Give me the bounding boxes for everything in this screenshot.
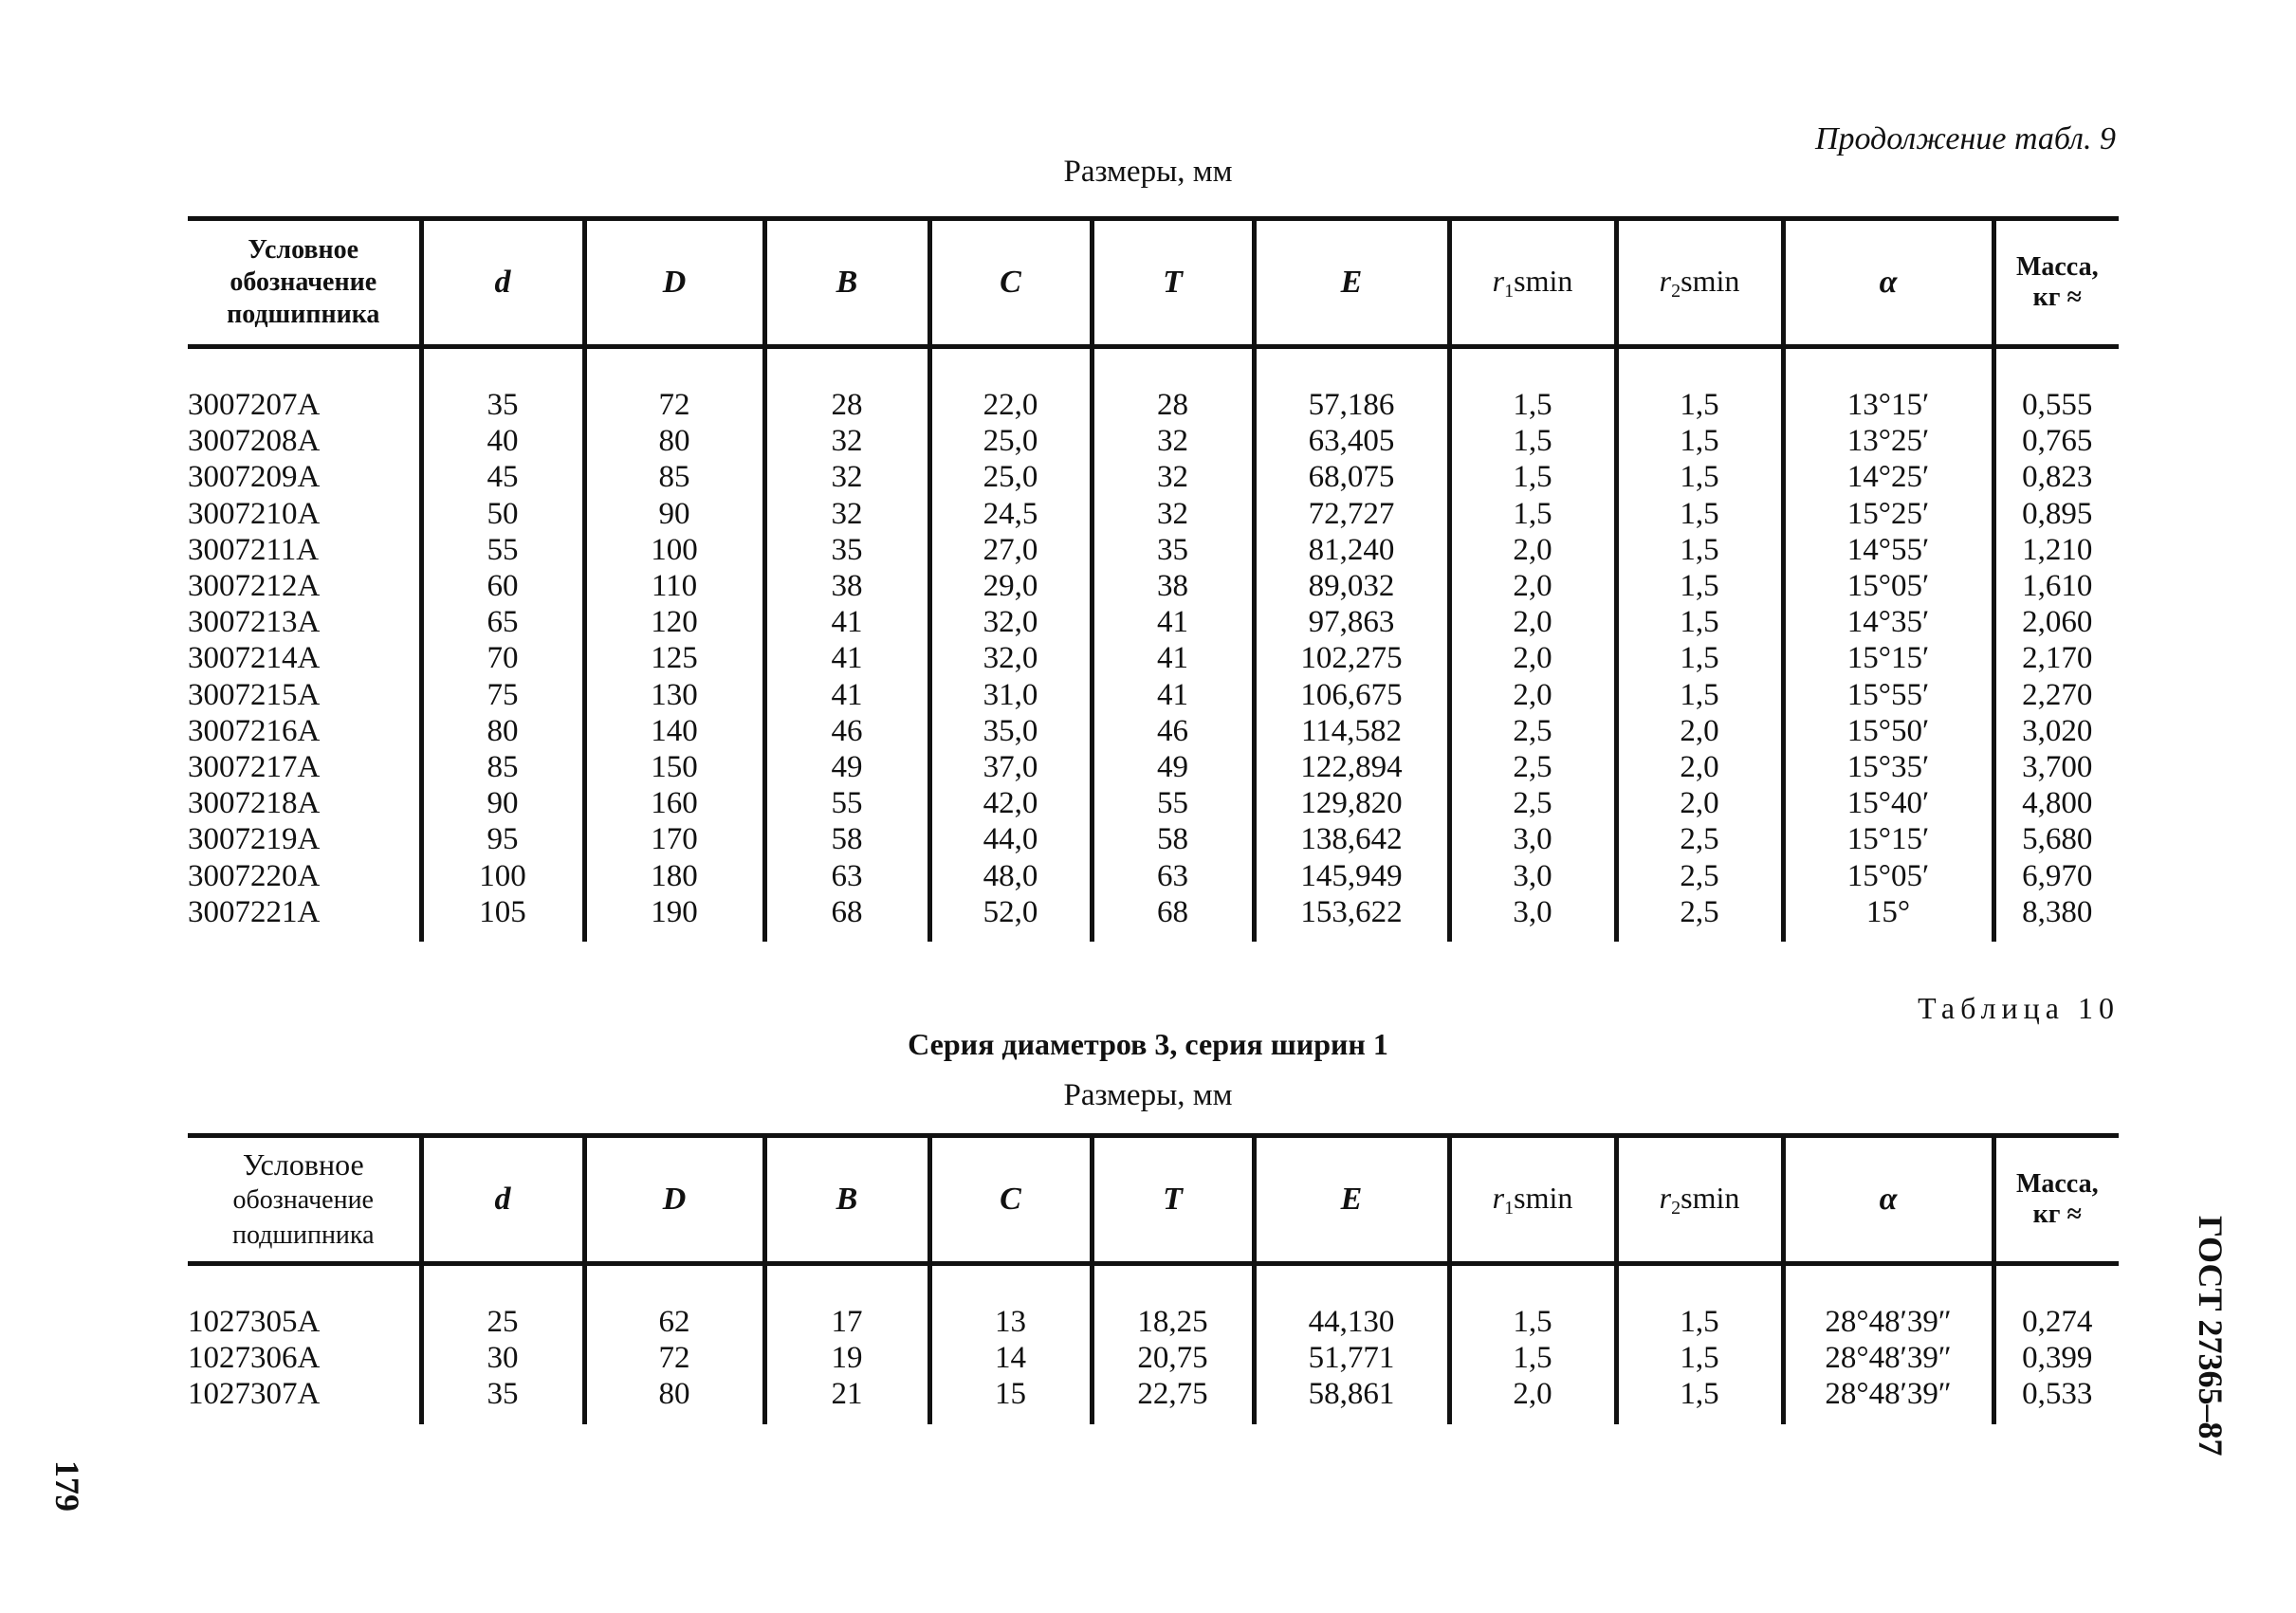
cell-r2: 1,5	[1616, 568, 1783, 604]
cell-mass: 0,533	[1993, 1376, 2119, 1423]
cell-mass: 2,270	[1993, 677, 2119, 713]
cell-D: 190	[584, 894, 764, 942]
cell-T: 22,75	[1092, 1376, 1254, 1423]
header-E: E	[1254, 1136, 1449, 1264]
cell-r2: 1,5	[1616, 459, 1783, 495]
cell-r1: 3,0	[1449, 858, 1616, 894]
cell-D: 170	[584, 821, 764, 857]
cell-r1: 2,5	[1449, 713, 1616, 749]
cell-mass: 5,680	[1993, 821, 2119, 857]
cell-T: 18,25	[1092, 1304, 1254, 1340]
table-row	[188, 858, 2119, 894]
cell-B: 32	[764, 496, 929, 532]
cell-C: 15	[929, 1376, 1092, 1423]
spacer-cell	[1783, 1264, 1993, 1305]
cell-C: 13	[929, 1304, 1092, 1340]
cell-E: 106,675	[1254, 677, 1449, 713]
cell-alpha: 15°25′	[1783, 496, 1993, 532]
cell-T: 55	[1092, 785, 1254, 821]
cell-alpha: 15°55′	[1783, 677, 1993, 713]
cell-mass: 0,823	[1993, 459, 2119, 495]
spacer-cell	[421, 347, 584, 388]
cell-alpha: 28°48′39″	[1783, 1340, 1993, 1376]
cell-C: 35,0	[929, 713, 1092, 749]
header-T: T	[1092, 219, 1254, 347]
cell-E: 57,186	[1254, 387, 1449, 423]
header-designation: Условное обозначение подшипника	[188, 1136, 421, 1264]
cell-C: 29,0	[929, 568, 1092, 604]
spacer-row	[188, 1264, 2119, 1305]
cell-code: 3007214А	[188, 641, 321, 676]
table-row	[188, 568, 2119, 604]
cell-B: 58	[764, 821, 929, 857]
cell-r2: 2,0	[1616, 713, 1783, 749]
cell-d: 105	[421, 894, 584, 942]
cell-code: 1027306А	[188, 1341, 321, 1376]
cell-d: 55	[421, 532, 584, 568]
cell-r1: 2,0	[1449, 604, 1616, 640]
cell-C: 31,0	[929, 677, 1092, 713]
cell-r1: 3,0	[1449, 894, 1616, 942]
cell-mass: 0,555	[1993, 387, 2119, 423]
cell-r2: 2,0	[1616, 785, 1783, 821]
cell-alpha: 15°15′	[1783, 821, 1993, 857]
cell-mass: 0,399	[1993, 1340, 2119, 1376]
cell-D: 125	[584, 640, 764, 676]
header-B: B	[764, 219, 929, 347]
cell-D: 90	[584, 496, 764, 532]
cell-C: 52,0	[929, 894, 1092, 942]
cell-B: 41	[764, 677, 929, 713]
cell-d: 100	[421, 858, 584, 894]
header-T: T	[1092, 1136, 1254, 1264]
units-label-table9: Размеры, мм	[1063, 155, 1233, 189]
spacer-cell	[584, 347, 764, 388]
spacer-cell	[1616, 1264, 1783, 1305]
cell-code: 3007207А	[188, 388, 321, 422]
cell-alpha: 15°05′	[1783, 858, 1993, 894]
cell-C: 22,0	[929, 387, 1092, 423]
cell-D: 62	[584, 1304, 764, 1340]
cell-C: 37,0	[929, 749, 1092, 785]
cell-C: 32,0	[929, 604, 1092, 640]
header-d: d	[421, 1136, 584, 1264]
cell-alpha: 15°05′	[1783, 568, 1993, 604]
cell-r1: 2,0	[1449, 677, 1616, 713]
cell-r1: 3,0	[1449, 821, 1616, 857]
cell-r1: 1,5	[1449, 1304, 1616, 1340]
cell-B: 38	[764, 568, 929, 604]
cell-code: 3007215А	[188, 677, 321, 712]
cell-E: 114,582	[1254, 713, 1449, 749]
cell-alpha: 28°48′39″	[1783, 1304, 1993, 1340]
cell-E: 89,032	[1254, 568, 1449, 604]
table-row	[188, 677, 2119, 713]
spacer-row	[188, 347, 2119, 388]
spacer-cell	[1092, 1264, 1254, 1305]
table-9	[188, 216, 2119, 942]
cell-T: 58	[1092, 821, 1254, 857]
cell-C: 25,0	[929, 423, 1092, 459]
table-row	[188, 1340, 2119, 1376]
spacer-cell	[929, 347, 1092, 388]
header-alpha: α	[1783, 1136, 1993, 1264]
header-r2smin: $r_2smin$	[1616, 219, 1783, 347]
cell-C: 44,0	[929, 821, 1092, 857]
cell-r2: 1,5	[1616, 604, 1783, 640]
spacer-cell	[1254, 1264, 1449, 1305]
cell-mass: 3,700	[1993, 749, 2119, 785]
cell-d: 80	[421, 713, 584, 749]
cell-alpha: 14°35′	[1783, 604, 1993, 640]
cell-D: 140	[584, 713, 764, 749]
cell-D: 110	[584, 568, 764, 604]
spacer-cell	[1449, 347, 1616, 388]
spacer-cell	[584, 1264, 764, 1305]
cell-r1: 2,5	[1449, 749, 1616, 785]
cell-alpha: 15°35′	[1783, 749, 1993, 785]
cell-E: 97,863	[1254, 604, 1449, 640]
table-row	[188, 785, 2119, 821]
table-9-header	[188, 219, 2119, 347]
cell-B: 63	[764, 858, 929, 894]
cell-E: 138,642	[1254, 821, 1449, 857]
cell-B: 28	[764, 387, 929, 423]
cell-alpha: 28°48′39″	[1783, 1376, 1993, 1423]
cell-mass: 0,274	[1993, 1304, 2119, 1340]
cell-d: 70	[421, 640, 584, 676]
cell-r2: 1,5	[1616, 423, 1783, 459]
cell-mass: 4,800	[1993, 785, 2119, 821]
cell-B: 41	[764, 604, 929, 640]
cell-code: 3007220А	[188, 858, 321, 893]
cell-r1: 1,5	[1449, 423, 1616, 459]
cell-B: 68	[764, 894, 929, 942]
cell-D: 80	[584, 1376, 764, 1423]
units-label-table10: Размеры, мм	[1063, 1078, 1233, 1112]
spacer-cell	[1616, 347, 1783, 388]
spacer-cell	[1993, 1264, 2119, 1305]
header-r1smin: $r_1smin$	[1449, 1136, 1616, 1264]
spacer-cell	[188, 1264, 421, 1305]
cell-d: 25	[421, 1304, 584, 1340]
cell-alpha: 15°	[1783, 894, 1993, 942]
table-10-header	[188, 1136, 2119, 1264]
cell-code: 3007216А	[188, 713, 321, 748]
cell-mass: 3,020	[1993, 713, 2119, 749]
spacer-cell	[1783, 347, 1993, 388]
cell-d: 40	[421, 423, 584, 459]
cell-code: 3007211А	[188, 532, 320, 567]
cell-code: 1027307А	[188, 1377, 321, 1412]
cell-r1: 2,0	[1449, 1376, 1616, 1423]
cell-D: 100	[584, 532, 764, 568]
cell-r1: 2,0	[1449, 640, 1616, 676]
spacer-cell	[1449, 1264, 1616, 1305]
cell-D: 120	[584, 604, 764, 640]
cell-r1: 1,5	[1449, 1340, 1616, 1376]
cell-E: 153,622	[1254, 894, 1449, 942]
cell-T: 32	[1092, 459, 1254, 495]
cell-d: 85	[421, 749, 584, 785]
spacer-cell	[764, 347, 929, 388]
cell-E: 145,949	[1254, 858, 1449, 894]
header-designation: Условное обозначение подшипника	[188, 219, 421, 347]
cell-alpha: 15°40′	[1783, 785, 1993, 821]
cell-r2: 1,5	[1616, 1376, 1783, 1423]
cell-E: 129,820	[1254, 785, 1449, 821]
table-row	[188, 459, 2119, 495]
cell-mass: 1,610	[1993, 568, 2119, 604]
cell-alpha: 15°50′	[1783, 713, 1993, 749]
table-row	[188, 423, 2119, 459]
cell-T: 41	[1092, 604, 1254, 640]
cell-T: 68	[1092, 894, 1254, 942]
cell-D: 72	[584, 387, 764, 423]
continuation-label: Продолжение табл. 9	[1814, 121, 2116, 156]
cell-C: 48,0	[929, 858, 1092, 894]
cell-d: 90	[421, 785, 584, 821]
cell-T: 32	[1092, 423, 1254, 459]
cell-E: 51,771	[1254, 1340, 1449, 1376]
cell-D: 85	[584, 459, 764, 495]
cell-mass: 2,170	[1993, 640, 2119, 676]
spacer-cell	[1254, 347, 1449, 388]
header-C: C	[929, 1136, 1092, 1264]
cell-T: 41	[1092, 677, 1254, 713]
cell-r1: 1,5	[1449, 459, 1616, 495]
cell-code: 1027305А	[188, 1305, 321, 1339]
cell-r2: 1,5	[1616, 496, 1783, 532]
cell-T: 32	[1092, 496, 1254, 532]
table-row	[188, 894, 2119, 942]
cell-C: 42,0	[929, 785, 1092, 821]
table-row	[188, 1376, 2119, 1423]
header-r1smin: $r_1smin$	[1449, 219, 1616, 347]
cell-alpha: 14°25′	[1783, 459, 1993, 495]
cell-B: 41	[764, 640, 929, 676]
cell-D: 150	[584, 749, 764, 785]
table-10-caption: Таблица 10	[1918, 991, 2120, 1025]
cell-mass: 8,380	[1993, 894, 2119, 942]
cell-d: 35	[421, 1376, 584, 1423]
header-D: D	[584, 219, 764, 347]
cell-r2: 2,5	[1616, 821, 1783, 857]
cell-B: 55	[764, 785, 929, 821]
table-10	[188, 1133, 2119, 1424]
cell-C: 24,5	[929, 496, 1092, 532]
cell-code: 3007208А	[188, 424, 321, 459]
cell-mass: 2,060	[1993, 604, 2119, 640]
cell-code: 3007219А	[188, 822, 321, 857]
cell-mass: 0,765	[1993, 423, 2119, 459]
cell-D: 160	[584, 785, 764, 821]
cell-d: 65	[421, 604, 584, 640]
cell-mass: 0,895	[1993, 496, 2119, 532]
spacer-cell	[929, 1264, 1092, 1305]
table-row	[188, 496, 2119, 532]
cell-r2: 1,5	[1616, 677, 1783, 713]
table-row	[188, 713, 2119, 749]
cell-T: 38	[1092, 568, 1254, 604]
cell-D: 80	[584, 423, 764, 459]
cell-code: 3007217А	[188, 750, 321, 785]
cell-code: 3007213А	[188, 605, 321, 640]
cell-mass: 6,970	[1993, 858, 2119, 894]
cell-T: 20,75	[1092, 1340, 1254, 1376]
cell-r2: 2,5	[1616, 894, 1783, 942]
table-row	[188, 749, 2119, 785]
cell-T: 41	[1092, 640, 1254, 676]
cell-C: 14	[929, 1340, 1092, 1376]
header-r2smin: $r_2smin$	[1616, 1136, 1783, 1264]
cell-code: 3007210А	[188, 496, 321, 531]
cell-B: 21	[764, 1376, 929, 1423]
cell-E: 81,240	[1254, 532, 1449, 568]
cell-code: 3007221А	[188, 894, 321, 929]
cell-E: 102,275	[1254, 640, 1449, 676]
cell-d: 50	[421, 496, 584, 532]
header-D: D	[584, 1136, 764, 1264]
cell-C: 27,0	[929, 532, 1092, 568]
cell-T: 35	[1092, 532, 1254, 568]
cell-E: 122,894	[1254, 749, 1449, 785]
cell-alpha: 13°15′	[1783, 387, 1993, 423]
cell-d: 60	[421, 568, 584, 604]
spacer-cell	[1993, 347, 2119, 388]
cell-B: 32	[764, 423, 929, 459]
cell-d: 95	[421, 821, 584, 857]
cell-mass: 1,210	[1993, 532, 2119, 568]
table-row	[188, 532, 2119, 568]
gost-label: ГОСТ 27365–87	[2192, 1216, 2230, 1457]
cell-code: 3007218А	[188, 786, 321, 821]
cell-E: 44,130	[1254, 1304, 1449, 1340]
cell-d: 75	[421, 677, 584, 713]
table-row	[188, 387, 2119, 423]
header-alpha: α	[1783, 219, 1993, 347]
table-row	[188, 604, 2119, 640]
table-row	[188, 821, 2119, 857]
cell-T: 63	[1092, 858, 1254, 894]
cell-D: 72	[584, 1340, 764, 1376]
cell-d: 30	[421, 1340, 584, 1376]
table-row	[188, 1304, 2119, 1340]
cell-T: 46	[1092, 713, 1254, 749]
header-mass: Масса, кг ≈	[1993, 1136, 2119, 1264]
cell-B: 19	[764, 1340, 929, 1376]
cell-d: 45	[421, 459, 584, 495]
cell-d: 35	[421, 387, 584, 423]
table-10-series-title: Серия диаметров 3, серия ширин 1	[908, 1027, 1388, 1061]
header-B: B	[764, 1136, 929, 1264]
cell-E: 68,075	[1254, 459, 1449, 495]
cell-code: 3007212А	[188, 569, 321, 604]
cell-B: 49	[764, 749, 929, 785]
cell-T: 28	[1092, 387, 1254, 423]
cell-B: 46	[764, 713, 929, 749]
cell-B: 17	[764, 1304, 929, 1340]
spacer-cell	[421, 1264, 584, 1305]
cell-alpha: 14°55′	[1783, 532, 1993, 568]
cell-D: 180	[584, 858, 764, 894]
cell-E: 72,727	[1254, 496, 1449, 532]
table-row	[188, 640, 2119, 676]
header-C: C	[929, 219, 1092, 347]
header-mass: Масса, кг ≈	[1993, 219, 2119, 347]
spacer-cell	[764, 1264, 929, 1305]
header-d: d	[421, 219, 584, 347]
cell-alpha: 13°25′	[1783, 423, 1993, 459]
cell-D: 130	[584, 677, 764, 713]
cell-E: 63,405	[1254, 423, 1449, 459]
cell-r2: 1,5	[1616, 532, 1783, 568]
cell-r2: 1,5	[1616, 640, 1783, 676]
cell-alpha: 15°15′	[1783, 640, 1993, 676]
cell-C: 25,0	[929, 459, 1092, 495]
cell-r1: 1,5	[1449, 387, 1616, 423]
cell-code: 3007209А	[188, 460, 321, 495]
spacer-cell	[188, 347, 421, 388]
cell-E: 58,861	[1254, 1376, 1449, 1423]
cell-C: 32,0	[929, 640, 1092, 676]
page-number: 179	[48, 1460, 86, 1512]
cell-r2: 2,5	[1616, 858, 1783, 894]
cell-r1: 1,5	[1449, 496, 1616, 532]
cell-B: 35	[764, 532, 929, 568]
cell-r2: 1,5	[1616, 387, 1783, 423]
cell-r2: 1,5	[1616, 1304, 1783, 1340]
cell-r1: 2,0	[1449, 568, 1616, 604]
spacer-cell	[1092, 347, 1254, 388]
cell-B: 32	[764, 459, 929, 495]
cell-r1: 2,0	[1449, 532, 1616, 568]
cell-r2: 1,5	[1616, 1340, 1783, 1376]
cell-r2: 2,0	[1616, 749, 1783, 785]
header-E: E	[1254, 219, 1449, 347]
cell-T: 49	[1092, 749, 1254, 785]
cell-r1: 2,5	[1449, 785, 1616, 821]
